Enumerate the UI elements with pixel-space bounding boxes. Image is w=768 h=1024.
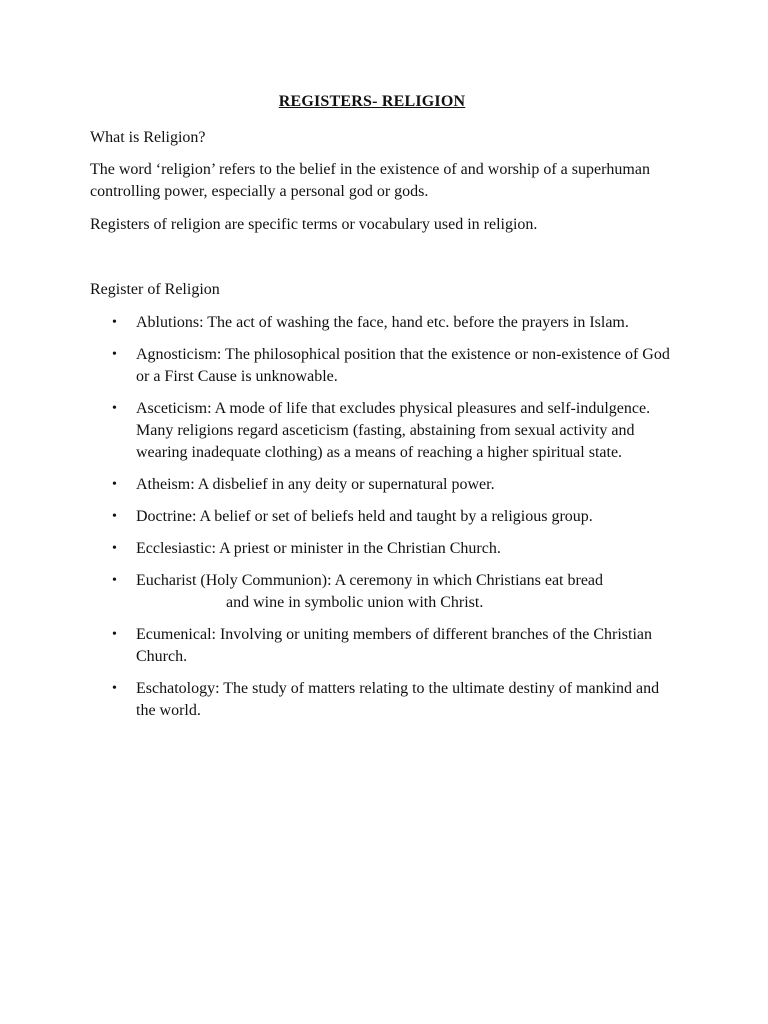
bullet-icon: • — [112, 509, 117, 524]
term-text: Atheism: A disbelief in any deity or supernatural power. — [136, 476, 495, 493]
term-text: Ecumenical: Involving or uniting members of different branches of the Christian Church. — [136, 626, 653, 665]
term-text-line: Eucharist (Holy Communion): A ceremony in which Christians eat bread — [136, 572, 604, 589]
term-text: Ablutions: The act of washing the face, hand etc. before the prayers in Islam. — [136, 314, 629, 331]
register-term-list — [0, 312, 768, 732]
list-item — [0, 474, 676, 496]
religion-definition: The word ‘religion’ refers to the belief in the existence of and worship of a superhuman controlling power, especially a personal god or gods. — [90, 161, 650, 200]
list-item — [0, 398, 676, 464]
bullet-icon: • — [112, 541, 117, 556]
list-item — [0, 570, 676, 614]
registers-sentence: Registers of religion are specific terms or vocabulary used in religion. — [90, 216, 538, 233]
list-item — [0, 624, 676, 668]
bullet-icon: • — [112, 347, 117, 362]
bullet-icon: • — [112, 627, 117, 642]
list-item — [0, 344, 676, 388]
bullet-icon: • — [112, 573, 117, 588]
term-text-continuation: and wine in symbolic union with Christ. — [226, 594, 484, 611]
question-heading: What is Religion? — [90, 129, 206, 146]
list-item — [0, 312, 676, 334]
term-text: Eschatology: The study of matters relating to the ultimate destiny of mankind and the world. — [136, 680, 660, 719]
list-item — [0, 678, 676, 722]
bullet-icon: • — [112, 315, 117, 330]
bullet-icon: • — [112, 477, 117, 492]
term-text: Doctrine: A belief or set of beliefs held and taught by a religious group. — [136, 508, 593, 525]
term-text — [136, 570, 676, 614]
list-heading: Register of Religion — [90, 281, 220, 298]
term-text: Asceticism: A mode of life that excludes physical pleasures and self-indulgence. Many religions regard asceticism (fasting, abstaining from sexual activity and wearing inadequate clothing) as a means of reaching a higher spiritual state. — [136, 400, 651, 461]
term-text: Agnosticism: The philosophical position that the existence or non-existence of God or a First Cause is unknowable. — [136, 346, 670, 385]
document-title: REGISTERS- RELIGION — [278, 93, 466, 110]
bullet-icon: • — [112, 681, 117, 696]
list-item — [0, 538, 676, 560]
list-item — [0, 506, 676, 528]
term-text: Ecclesiastic: A priest or minister in the Christian Church. — [136, 540, 501, 557]
bullet-icon: • — [112, 401, 117, 416]
